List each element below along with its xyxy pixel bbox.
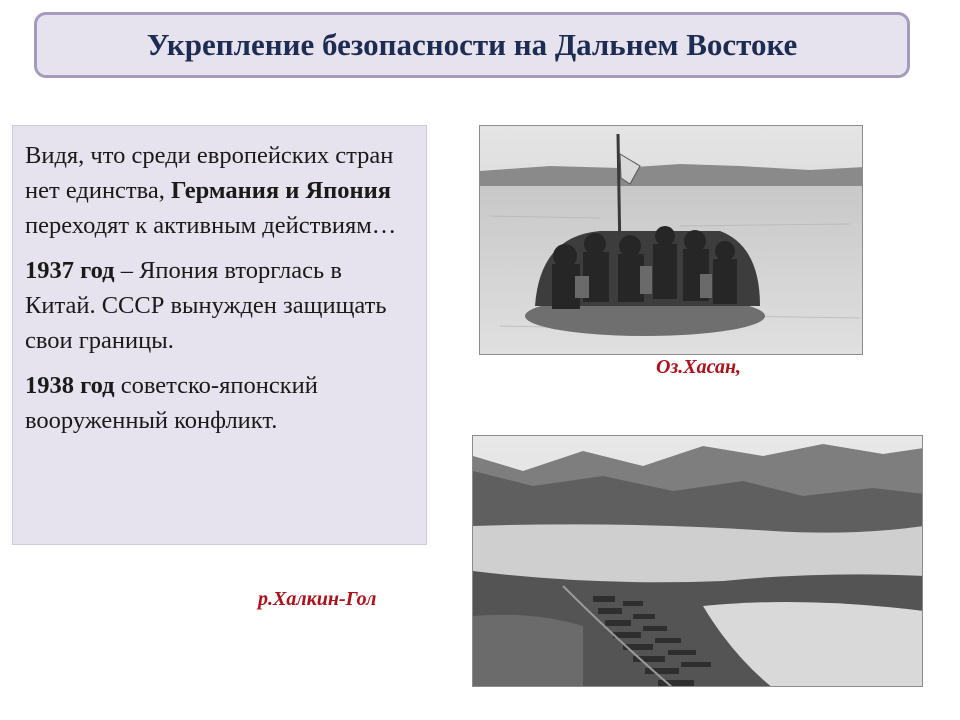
lake-khasan-photo — [479, 125, 863, 355]
text-panel — [12, 125, 427, 545]
paragraph-2-text: – Япония вторглась в Китай. СССР вынужден защищать свои границы. — [25, 257, 387, 354]
paragraph-1 — [25, 138, 416, 243]
khalkhin-gol-caption: р.Халкин-Гол — [258, 588, 377, 610]
paragraph-2-year: 1937 год — [25, 257, 115, 284]
slide-title: Укрепление безопасности на Дальнем Востоке — [146, 27, 798, 62]
paragraph-2 — [25, 253, 416, 358]
river-landscape-image — [473, 436, 923, 687]
paragraph-1-text-end: переходят к активным действиям… — [25, 212, 397, 239]
paragraph-3 — [25, 368, 416, 438]
lake-khasan-caption: Оз.Хасан, — [656, 356, 742, 378]
paragraph-1-text: Видя, что среди европейских стран нет единства, — [25, 142, 394, 204]
paragraph-3-text: советско-японский вооруженный конфликт. — [25, 372, 318, 434]
paragraph-3-year: 1938 год — [25, 372, 115, 399]
title-box — [34, 12, 910, 78]
raft-soldiers-image — [480, 126, 863, 355]
paragraph-1-bold: Германия и Япония — [171, 177, 392, 204]
khalkhin-gol-photo — [472, 435, 923, 687]
